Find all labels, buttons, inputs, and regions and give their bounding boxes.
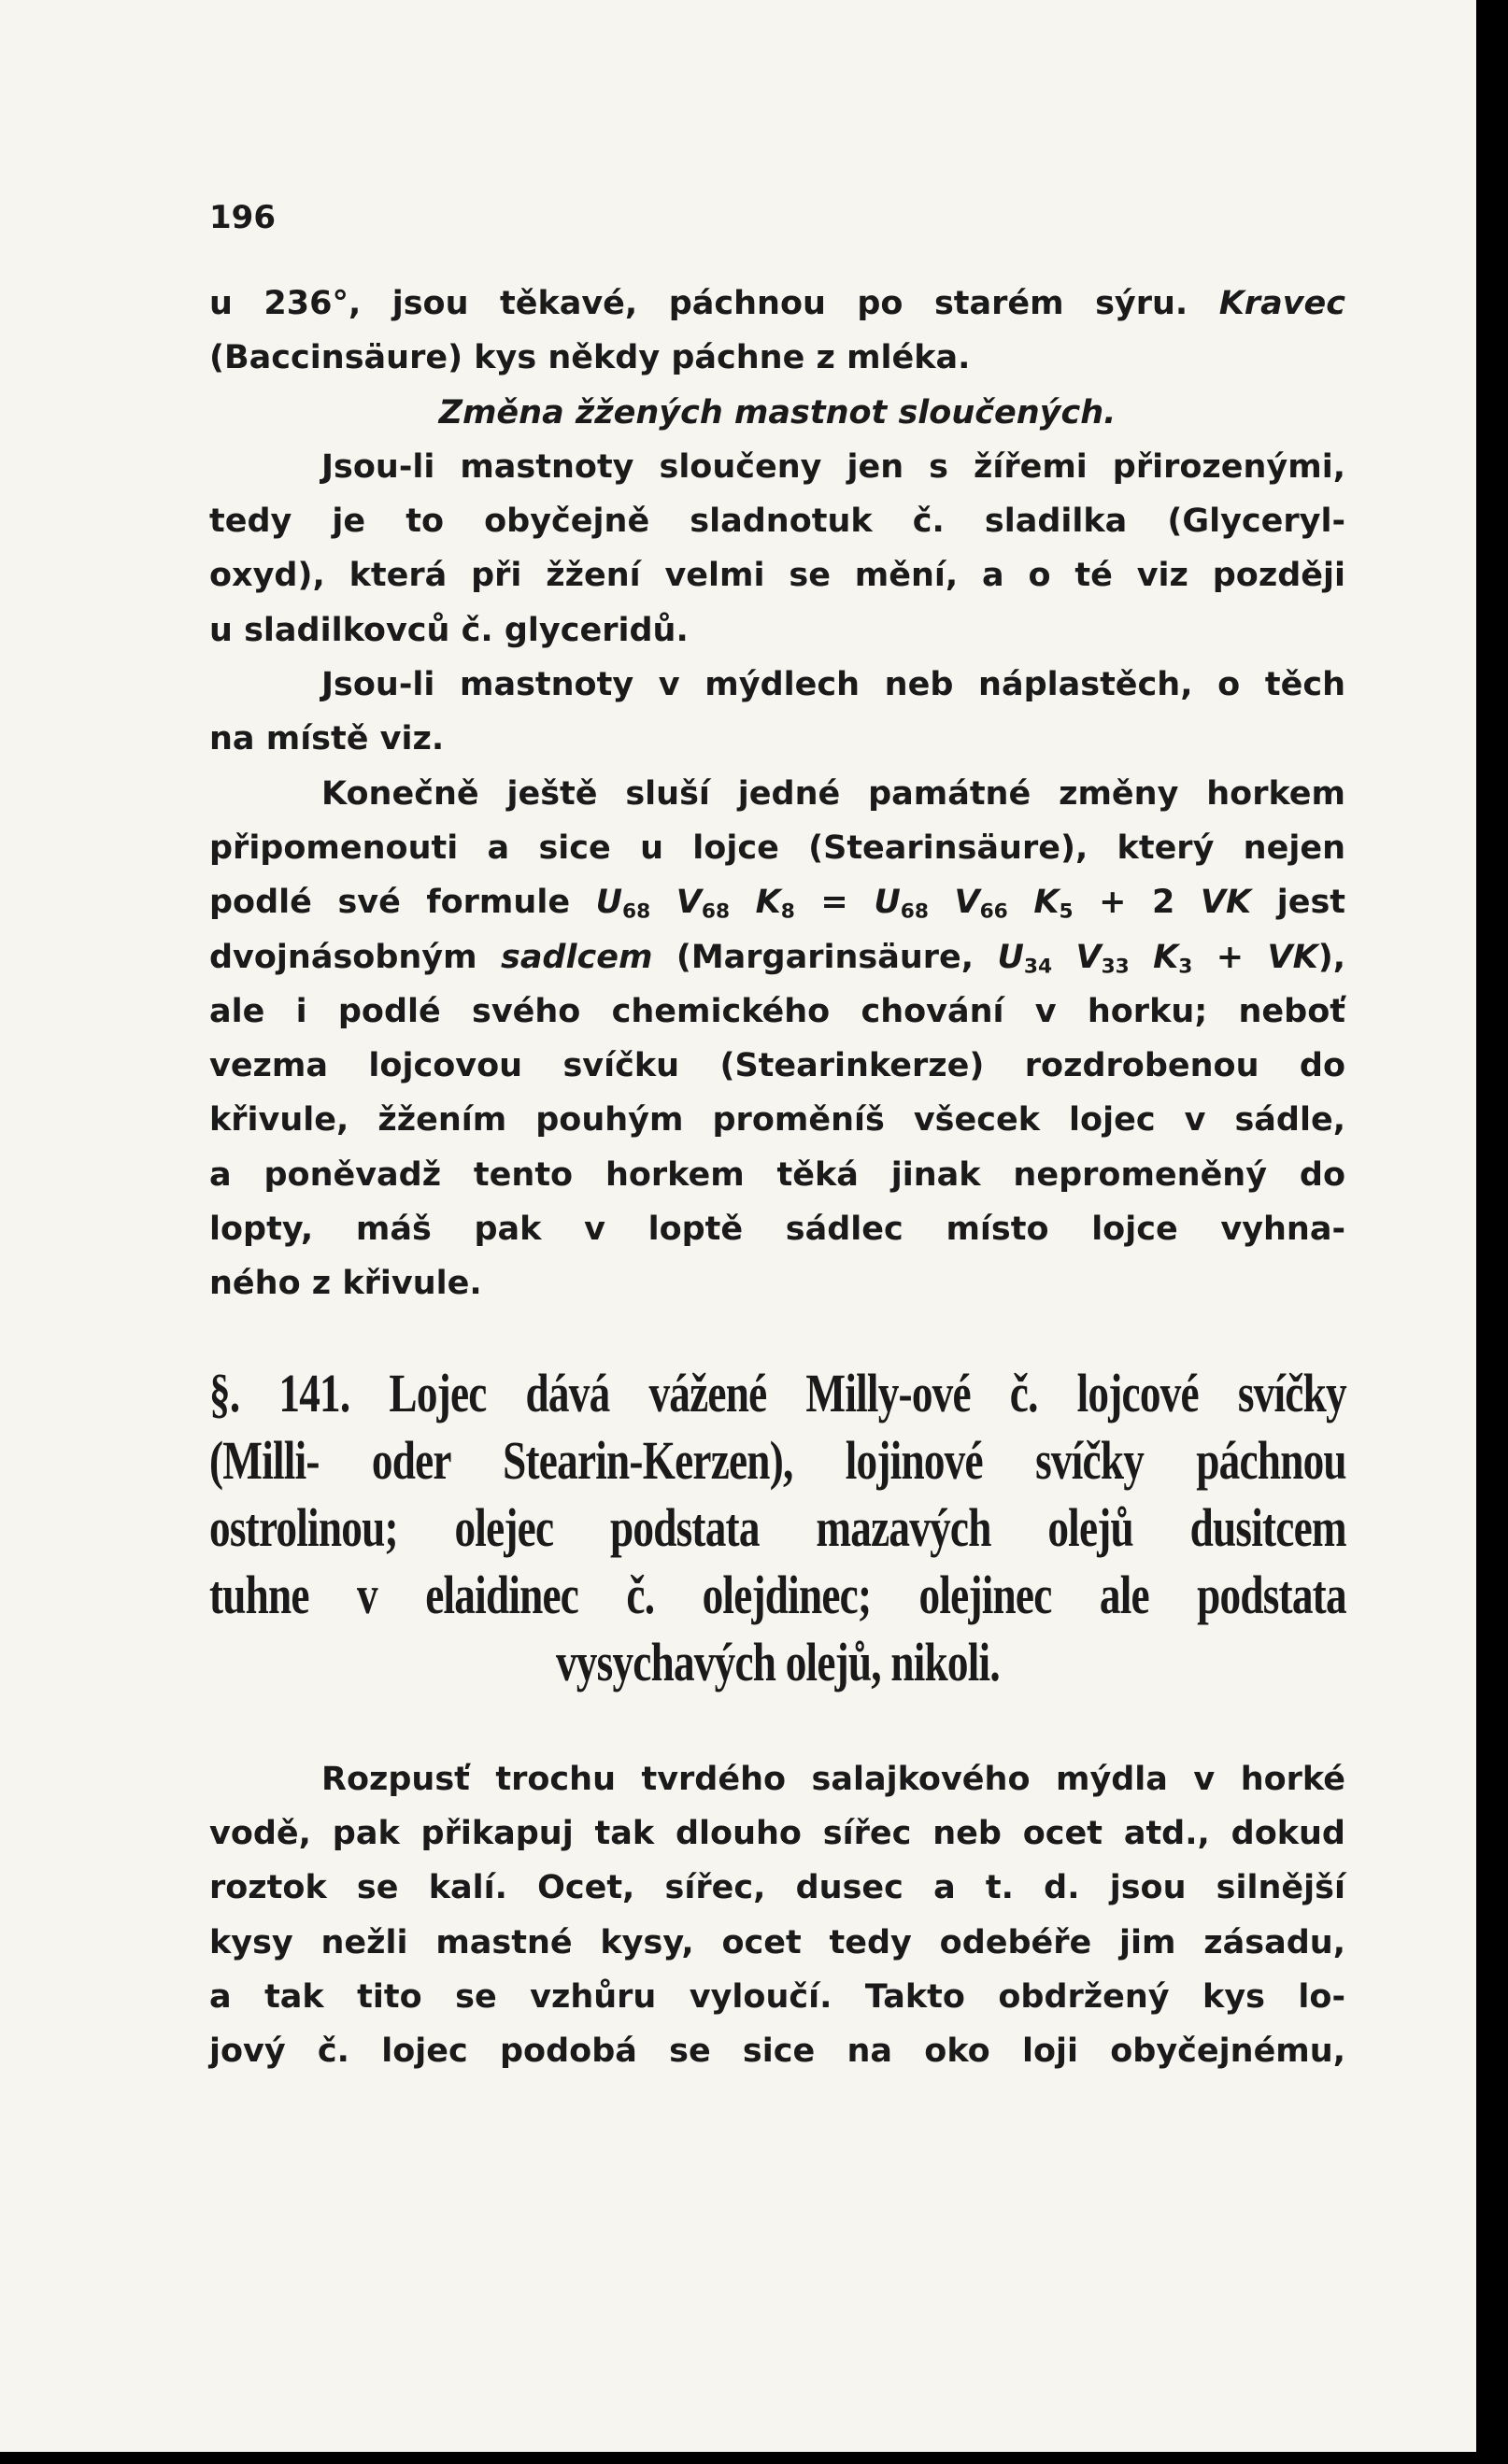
text-line bbox=[209, 1202, 1345, 1256]
text-segment: Kravec bbox=[1218, 285, 1345, 322]
text-line bbox=[209, 658, 1345, 712]
text-segment: dvojnásobným bbox=[209, 938, 501, 976]
scan-border-bottom bbox=[0, 2452, 1508, 2464]
text-line bbox=[209, 548, 1345, 602]
text-line bbox=[209, 1752, 1345, 1806]
text-line bbox=[209, 386, 1345, 440]
text-line bbox=[209, 821, 1345, 875]
text-segment: K bbox=[1129, 938, 1179, 976]
text-line bbox=[209, 712, 1345, 766]
paragraphs-bottom bbox=[209, 1752, 1345, 2079]
page-body bbox=[209, 276, 1345, 2078]
text-segment: U bbox=[595, 884, 623, 922]
text-line bbox=[209, 1970, 1345, 2024]
heading-line: vysychavých olejů, nikoli. bbox=[555, 1631, 1000, 1692]
text-segment: vezma lojcovou svíčku (Stearinkerze) rozdrobenou do bbox=[209, 1047, 1345, 1085]
text-segment: Jsou-li mastnoty v mýdlech neb náplastěch, o těch bbox=[321, 666, 1345, 704]
text-line bbox=[209, 767, 1345, 821]
text-segment: připomenouti a sice u lojce (Stearinsäure), který nejen bbox=[209, 828, 1345, 867]
text-segment: Jsou-li mastnoty sloučeny jen s žířemi přirozenými, bbox=[321, 447, 1345, 486]
text-segment: Rozpusť trochu tvrdého salajkového mýdla v horké bbox=[321, 1760, 1345, 1798]
text-line bbox=[209, 440, 1345, 494]
page-number: 196 bbox=[209, 199, 276, 236]
text-segment: 68 bbox=[701, 899, 731, 924]
text-segment: a poněvadž tento horkem těká jinak nepromeněný do bbox=[209, 1155, 1345, 1194]
text-line bbox=[209, 1039, 1345, 1093]
heading-line: (Milli- oder Stearin-Kerzen), lojinové svíčky páchnou bbox=[209, 1429, 1346, 1491]
text-segment: kysy nežli mastné kysy, ocet tedy odebéře jim zásadu, bbox=[209, 1923, 1345, 1961]
text-segment: Změna žžených mastnot sloučených. bbox=[438, 393, 1117, 432]
text-line bbox=[209, 603, 1345, 658]
text-line bbox=[209, 494, 1345, 548]
text-segment: ného z křivule. bbox=[209, 1265, 482, 1303]
text-line bbox=[209, 1093, 1345, 1147]
text-segment: 8 bbox=[780, 899, 795, 924]
section-heading-141 bbox=[209, 1360, 1346, 1696]
text-segment: na místě viz. bbox=[209, 720, 445, 758]
text-segment: ), bbox=[1317, 938, 1346, 976]
text-line bbox=[209, 875, 1345, 929]
text-line bbox=[209, 2024, 1345, 2078]
text-segment: oxyd), která při žžení velmi se mění, a o té viz později bbox=[209, 557, 1345, 595]
text-segment: 3 bbox=[1178, 954, 1193, 978]
text-line bbox=[209, 1148, 1345, 1202]
text-line bbox=[209, 276, 1345, 331]
text-segment: podlé své formule bbox=[209, 884, 596, 922]
text-segment: VK bbox=[1267, 938, 1318, 976]
text-segment: V bbox=[1052, 938, 1102, 976]
text-segment: sadlcem bbox=[500, 938, 653, 976]
paragraphs-top bbox=[209, 276, 1345, 1311]
text-line bbox=[209, 930, 1345, 984]
heading-line: §. 141. Lojec dává vážené Milly-ové č. lojcové svíčky bbox=[209, 1362, 1346, 1423]
text-line bbox=[209, 1861, 1345, 1915]
text-segment: U bbox=[997, 938, 1024, 976]
heading-line: tuhne v elaidinec č. olejdinec; olejinec ale podstata bbox=[209, 1564, 1346, 1625]
text-segment: K bbox=[1007, 884, 1060, 922]
text-segment: = bbox=[794, 884, 875, 922]
text-segment: (Margarinsäure, bbox=[652, 938, 998, 976]
text-line bbox=[209, 1256, 1345, 1310]
text-segment: roztok se kalí. Ocet, sířec, dusec a t. d. jsou silnější bbox=[209, 1869, 1345, 1907]
text-segment: u sladilkovců č. glyceridů. bbox=[209, 611, 689, 649]
text-segment: jový č. lojec podobá se sice na oko loji obyčejnému, bbox=[209, 2032, 1345, 2071]
text-segment: lopty, máš pak v loptě sádlec místo lojce vyhna- bbox=[209, 1211, 1345, 1249]
text-line bbox=[209, 1806, 1345, 1861]
text-line bbox=[209, 1916, 1345, 1970]
scan-border-right bbox=[1476, 0, 1508, 2464]
section-gap bbox=[209, 1311, 1345, 1360]
text-segment: vodě, pak přikapuj tak dlouho sířec neb ocet atd., dokud bbox=[209, 1814, 1345, 1852]
text-segment: ale i podlé svého chemického chování v horku; neboť bbox=[209, 992, 1345, 1030]
text-segment: V bbox=[928, 884, 980, 922]
text-line bbox=[209, 984, 1345, 1039]
text-segment: Konečně ještě sluší jedné památné změny horkem bbox=[321, 774, 1345, 813]
text-segment: + 2 bbox=[1073, 884, 1201, 922]
text-segment: V bbox=[650, 884, 702, 922]
text-segment: tedy je to obyčejně sladnotuk č. sladilka (Glyceryl- bbox=[209, 503, 1345, 541]
text-segment: 68 bbox=[622, 899, 651, 924]
text-segment: jest bbox=[1251, 884, 1346, 922]
text-segment: (Baccinsäure) kys někdy páchne z mléka. bbox=[209, 339, 971, 377]
text-segment: a tak tito se vzhůru vyloučí. Takto obdržený kys lo- bbox=[209, 1977, 1345, 2016]
text-segment: u 236°, jsou těkavé, páchnou po starém sýru. bbox=[209, 285, 1219, 322]
text-segment: 34 bbox=[1023, 954, 1053, 978]
text-segment: U bbox=[874, 884, 901, 922]
text-line bbox=[209, 331, 1345, 385]
text-segment: K bbox=[730, 884, 781, 922]
text-segment: 68 bbox=[900, 899, 929, 924]
text-segment: 5 bbox=[1059, 899, 1074, 924]
text-segment: + bbox=[1192, 938, 1268, 976]
text-segment: VK bbox=[1200, 884, 1252, 922]
text-segment: křivule, žžením pouhým proměníš všecek lojec v sádle, bbox=[209, 1101, 1345, 1140]
text-segment: 33 bbox=[1101, 954, 1130, 978]
section-gap bbox=[209, 1696, 1345, 1752]
heading-line: ostrolinou; olejec podstata mazavých olejů dusitcem bbox=[209, 1496, 1346, 1558]
text-segment: 66 bbox=[979, 899, 1008, 924]
